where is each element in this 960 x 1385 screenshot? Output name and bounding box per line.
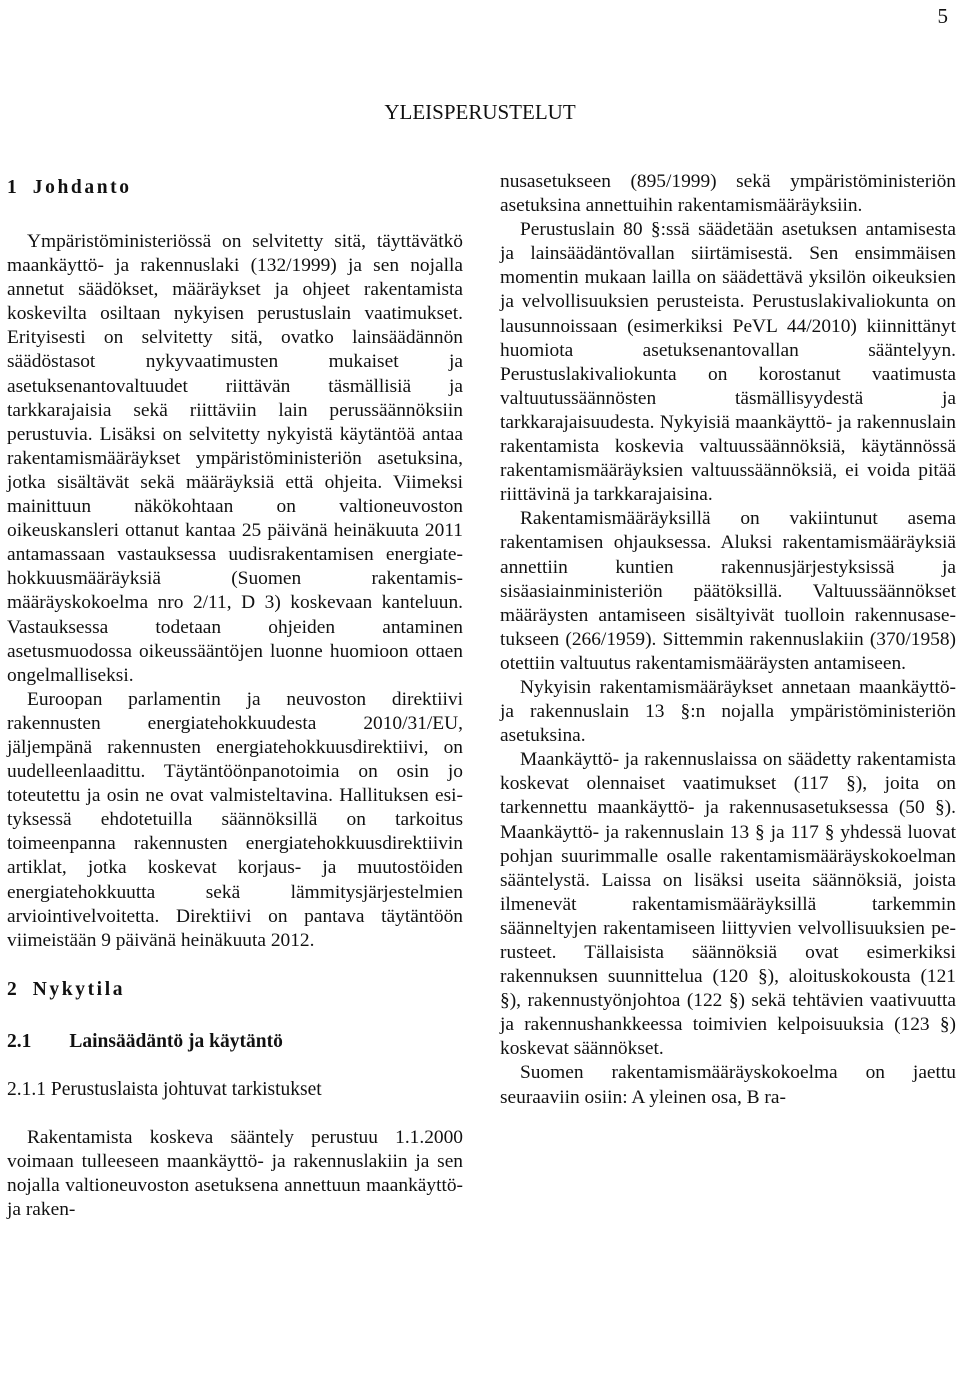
heading-text: Nykytila [32, 978, 126, 1000]
heading-number: 2 [7, 978, 17, 1000]
paragraph-current-regulations: Nykyisin rakentamismääräykset annetaan maankäyttö- ja rakennuslain 13 §:n nojalla ympäristöministeriön asetuksina. [500, 676, 956, 747]
eu-directive-paragraph: Euroopan parlamentin ja neuvoston direktiivi rakennusten energiatehokkuudesta 2010/31/EU, jäljempänä rakennusten energiatehokkuusdirektiivi, on uudelleenlaadittu. Täytäntöönpanotoimia on osin jo toteutettu ja osin ne ovat valmisteltavina. Hallituksen esityksessä ehdotetuilla säännöksillä on tarkoitus toimeenpanna rakennusten energiatehokkuusdirektiivin artiklat, jotka koskevat korjaus- ja muutostöiden energiatehokkuutta sekä lämmitysjärjestelmien arviointivelvoitetta. Direktiivi on pantava täytäntöön viimeistään 9 päivänä heinäkuuta 2012. [7, 688, 463, 951]
heading-number: 2.1 [7, 1030, 32, 1052]
running-head: YLEISPERUSTELUT [384, 100, 576, 124]
right-column [500, 170, 956, 1110]
heading-introduction [7, 176, 463, 200]
heading-number: 1 [7, 177, 17, 198]
page-number: 5 [937, 4, 948, 28]
intro-paragraph: Ympäristöministeriössä on selvitetty sitä, täyttävätkö maankäyttö- ja rakennuslaki (132/1999) ja sen nojalla annetut säädökset, määräykset ja ohjeet rakentamista koskevilta osiltaan nykyisen perustuslain vaatimukset. Erityisesti on selvitetty sitä, ovatko lainsäädännön säädöstasot nykyvaatimusten mukaiset ja asetuksenantovaltuudet riittävän täsmällisiä ja tarkkarajaisia sekä riittäviin lain perussäännöksiin perustuvia. Lisäksi on selvitetty nykyistä käytäntöä antaa rakentamismääräykset ympäristöministeriön asetuksina, jotka sisältävät sekä määräyksiä että ohjeita. Viimeksi mainittuun näkökohtaan on valtioneuvoston oikeuskansleri ottanut kantaa 25 päivänä heinäkuuta 2011 antamassaan vastauksessa uudisrakentamisen energiatehokkuusmääräyksiä (Suomen rakentamismääräyskokoelma nro 2/11, D 3) koskevaan kanteluun. Vastauksessa todetaan ohjeiden antaminen asetusmuodossa oikeussääntöjen luonne huomioon ottaen ongelmalliseksi. [7, 231, 463, 686]
heading-constitution-revisions: 2.1.1 Perustuslaista johtuvat tarkistukset [7, 1078, 322, 1100]
regulation-paragraph: Rakentamista koskeva sääntely perustuu 1.1.2000 voimaan tulleeseen maankäyttö- ja rakennuslakiin ja sen nojalla valtioneuvoston asetuksena annettuun maankäyttö- ja raken- [7, 1126, 463, 1221]
heading-current-state [7, 978, 463, 1002]
left-column [7, 170, 463, 1222]
paragraph-continuation: nusasetukseen (895/1999) sekä ympäristöministeriön asetuksina annettuihin rakentamismääräyksiin. [500, 171, 956, 217]
paragraph-building-regulations-history: Rakentamismääräyksillä on vakiintunut asema rakentamisen ohjauksessa. Aluksi rakentamismääräyksiä annettiin kuntien rakennusjärjestyksissä ja sisäasiainministeriön päätöksillä. Valtuussäännökset määräysten antamiseen sisältyivät tuolloin rakennusasetukseen (266/1959). Sittemmin rakennuslakiin (370/1958) otettiin valtuutus rakentamismääräysten antamiseen. [500, 508, 956, 674]
paragraph-land-use-act: Maankäyttö- ja rakennuslaissa on säädetty rakentamista koskevat olennaiset vaatimukset (117 §), joita on tarkennettu maankäyttö- ja rakennusasetuksessa (50 §). Maankäyttö- ja rakennuslain 13 § ja 117 § yhdessä luovat pohjan suurimmalle osalle rakentamismääräyskokoelman sääntelystä. Laissa on lisäksi useita säännöksiä, joista ilmenevät rakentamismääräyksillä tarkemmin säänneltyjen rakentamiseen liittyvien velvollisuuksien perusteet. Tällaisista säännöksiä ovat esimerkiksi rakennuksen suunnittelua (120 §), aloituskokousta (121 §), rakennustyönjohtoa (122 §) sekä tehtävien vaativuutta ja rakennushankkeessa toimivien kelpoisuuksia (123 §) koskevat säännökset. [500, 749, 956, 1060]
heading-legislation [7, 1030, 463, 1054]
heading-text: Lainsäädäntö ja käytäntö [69, 1030, 283, 1052]
paragraph-code-structure: Suomen rakentamismääräyskokoelma on jaettu seuraaviin osiin: A yleinen osa, B ra- [500, 1062, 956, 1108]
heading-text: Johdanto [32, 177, 132, 198]
paragraph-constitution-80: Perustuslain 80 §:ssä säädetään asetuksen antamisesta ja lainsäädäntövallan siirtämisestä. Sen ensimmäisen momentin mukaan lailla on säädettävä yksilön oikeuksien ja velvollisuuksien perusteista. Perustuslakivaliokunta on lausunnoissaan (esimerkiksi PeVL 44/2010) kiinnittänyt huomiota asetuksenantovallan sääntelyyn. Perustuslakivaliokunta on korostanut vaatimusta valtuutussäännösten täsmällisyydestä ja tarkkarajaisuudesta. Nykyisiä maankäyttö- ja rakennuslain rakentamista koskevia valtuussäännöksiä, käytännössä rakentamismääräyksien valtuussäännöksiä, ei voida pitää riittävinä ja tarkkarajaisina. [500, 219, 956, 506]
